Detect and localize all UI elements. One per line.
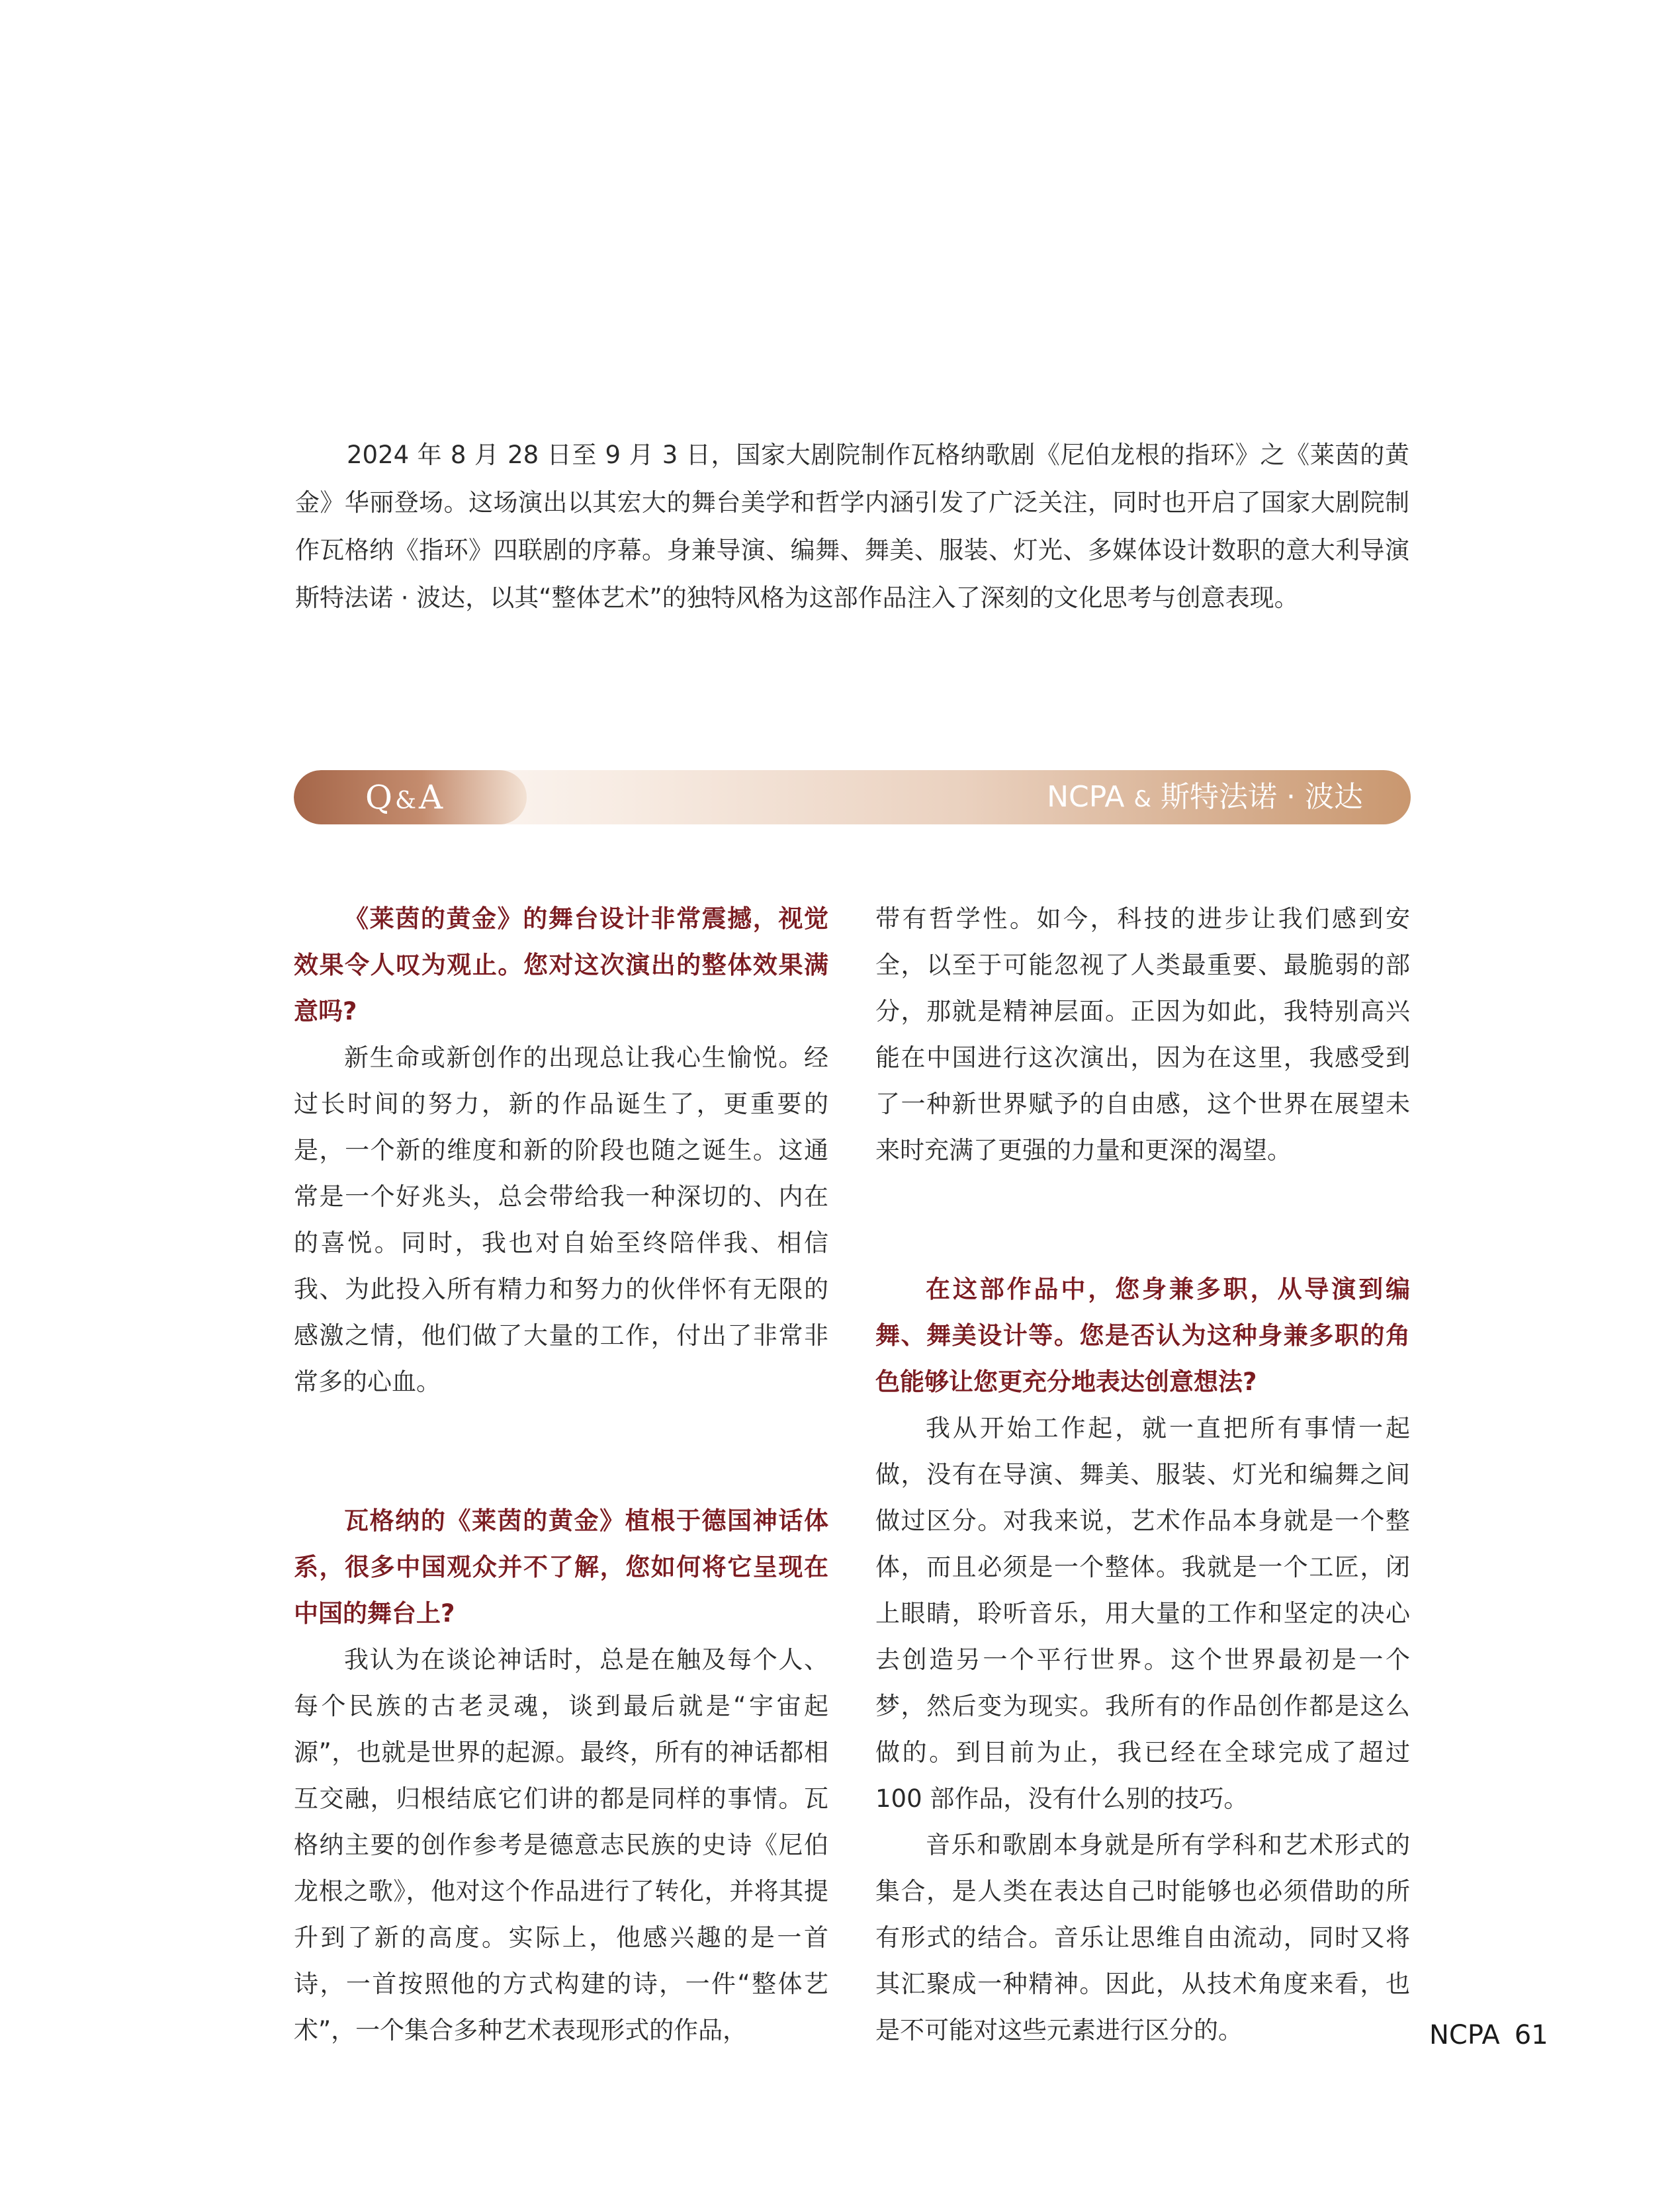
page-number: 61 — [1514, 2020, 1548, 2050]
right-column — [875, 896, 1410, 2054]
qa-label-pill — [294, 770, 527, 824]
answer-1: 新生命或新创作的出现总让我心生愉悦。经过长时间的努力，新的作品诞生了，更重要的是，一个新的维度和新的阶段也随之诞生。这通常是一个好兆头，总会带给我一种深切的、内在的喜悦。同时，我也对自始至终陪伴我、相信我、为此投入所有精力和努力的伙伴怀有无限的感激之情，他们做了大量的工作，付出了非常非常多的心血。 — [294, 1043, 828, 1396]
qa-letter-q: Q — [365, 778, 395, 816]
answer-3-paragraph-2: 音乐和歌剧本身就是所有学科和艺术形式的集合，是人类在表达自己时能够也必须借助的所有形式的结合。音乐让思维自由流动，同时又将其汇聚成一种精神。因此，从技术角度来看，也是不可能对这些元素进行区分的。 — [875, 1831, 1410, 2044]
ncpa-label: NCPA — [1047, 780, 1134, 814]
left-column — [294, 896, 828, 2054]
intro-paragraph: 2024 年 8 月 28 日至 9 月 3 日，国家大剧院制作瓦格纳歌剧《尼伯龙根的指环》之《莱茵的黄金》华丽登场。这场演出以其宏大的舞台美学和哲学内涵引发了广泛关注，同时也开启了国家大剧院制作瓦格纳《指环》四联剧的序幕。身兼导演、编舞、舞美、服装、灯光、多媒体设计数职的意大利导演斯特法诺 · 波达，以其“整体艺术”的独特风格为这部作品注入了深刻的文化思考与创意表现。 — [295, 441, 1409, 612]
section-gap — [294, 1405, 828, 1498]
question-2: 瓦格纳的《莱茵的黄金》植根于德国神话体系，很多中国观众并不了解，您如何将它呈现在中国的舞台上? — [294, 1507, 828, 1628]
answer-2-continued: 带有哲学性。如今，科技的进步让我们感到安全，以至于可能忽视了人类最重要、最脆弱的部分，那就是精神层面。正因为如此，我特别高兴能在中国进行这次演出，因为在这里，我感受到了一种新世界赋予的自由感，这个世界在展望未来时充满了更强的力量和更深的渴望。 — [875, 904, 1410, 1164]
qa-label — [365, 770, 445, 824]
question-3: 在这部作品中，您身兼多职，从导演到编舞、舞美设计等。您是否认为这种身兼多职的角色能够让您更充分地表达创意想法? — [875, 1275, 1410, 1396]
qa-letter-a: A — [419, 778, 446, 816]
participants-ampersand: & — [1133, 786, 1152, 812]
interview-participants — [1047, 770, 1363, 824]
page-footer — [1429, 2015, 1548, 2055]
qa-banner — [294, 770, 1411, 824]
magazine-name: NCPA — [1429, 2020, 1500, 2050]
question-1: 《莱茵的黄金》的舞台设计非常震撼，视觉效果令人叹为观止。您对这次演出的整体效果满意吗? — [294, 904, 828, 1026]
section-gap — [875, 1174, 1410, 1266]
guest-name: 斯特法诺 · 波达 — [1151, 780, 1363, 814]
answer-3-paragraph-1: 我从开始工作起，就一直把所有事情一起做，没有在导演、舞美、服装、灯光和编舞之间做过区分。对我来说，艺术作品本身就是一个整体，而且必须是一个整体。我就是一个工匠，闭上眼睛，聆听音乐，用大量的工作和坚定的决心去创造另一个平行世界。这个世界最初是一个梦，然后变为现实。我所有的作品创作都是这么做的。到目前为止，我已经在全球完成了超过 100 部作品，没有什么别的技巧。 — [875, 1414, 1410, 1813]
qa-ampersand: & — [395, 787, 420, 814]
answer-2: 我认为在谈论神话时，总是在触及每个人、每个民族的古老灵魂，谈到最后就是“宇宙起源”，也就是世界的起源。最终，所有的神话都相互交融，归根结底它们讲的都是同样的事情。瓦格纳主要的创作参考是德意志民族的史诗《尼伯龙根之歌》，他对这个作品进行了转化，并将其提升到了新的高度。实际上，他感兴趣的是一首诗，一首按照他的方式构建的诗，一件“整体艺术”，一个集合多种艺术表现形式的作品， — [294, 1645, 828, 2044]
